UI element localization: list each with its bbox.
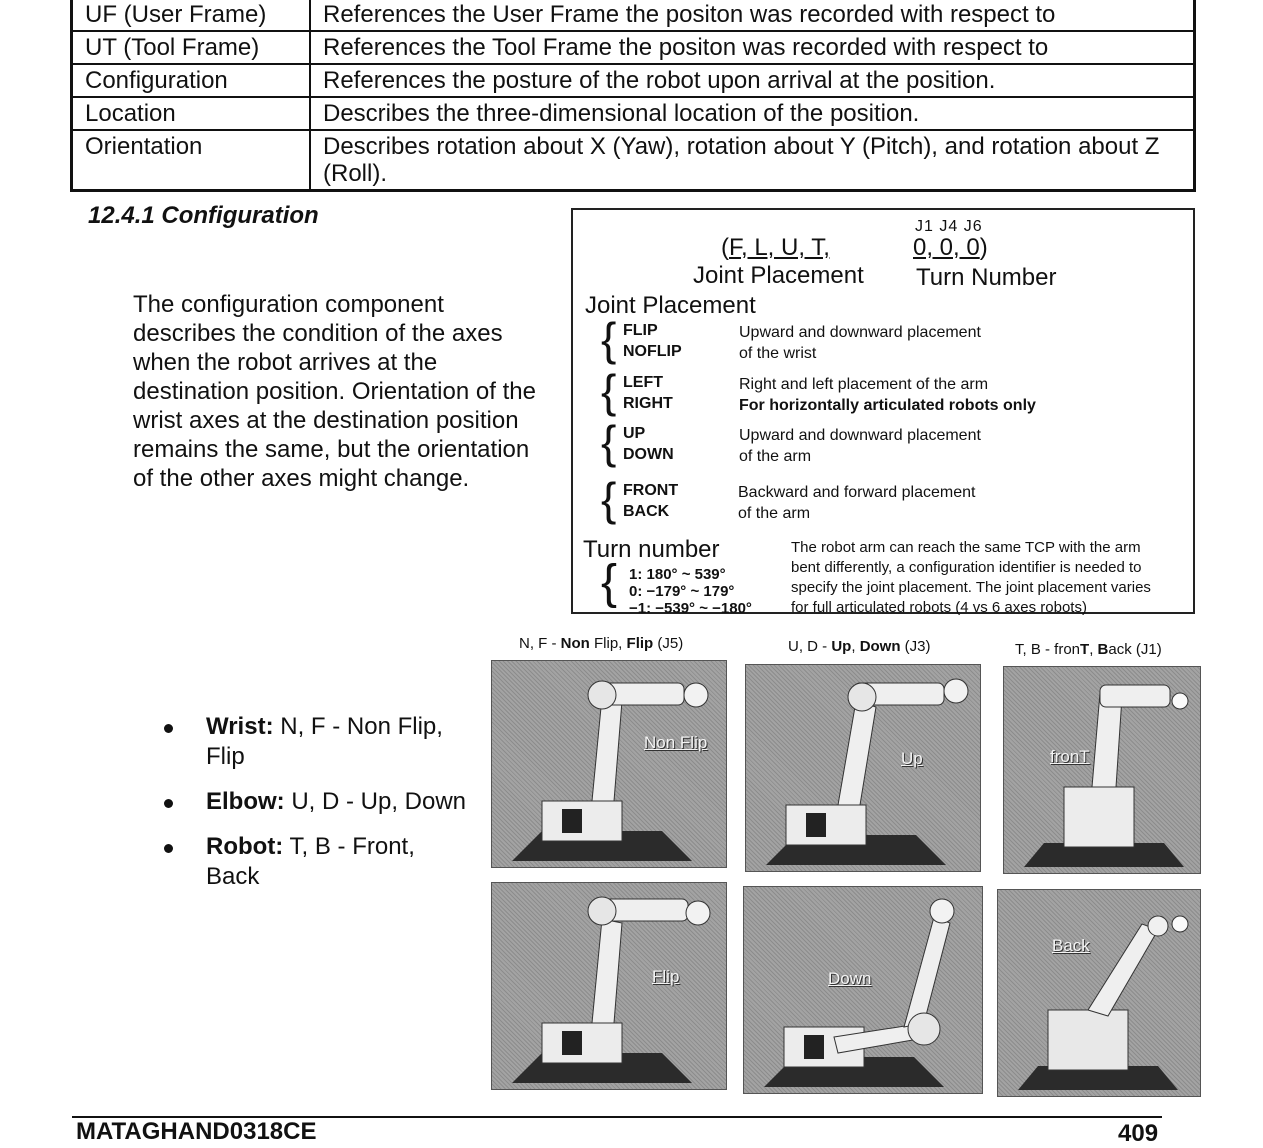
- caption-part: (J5): [653, 635, 684, 652]
- table-term: UF (User Frame): [72, 0, 311, 31]
- table-desc: Describes rotation about X (Yaw), rotation about Y (Pitch), and rotation about Z (Roll).: [310, 130, 1195, 191]
- jp-option-b: NOFLIP: [623, 343, 682, 360]
- panel-label: Down: [828, 969, 872, 988]
- robot-arm-icon: [744, 887, 983, 1094]
- bullet-label: Wrist:: [206, 713, 274, 740]
- jp-option-a: UP: [623, 425, 646, 442]
- robot-image-up: [745, 664, 981, 872]
- flut-line: [721, 234, 830, 262]
- caption-part: N, F -: [519, 635, 561, 652]
- brace-icon: {: [601, 556, 618, 609]
- joint-placement-label: Joint Placement: [693, 262, 864, 289]
- jp-option-b: BACK: [623, 503, 670, 520]
- list-item: [160, 787, 470, 817]
- caption-bold: Flip: [626, 635, 654, 652]
- turn-values: [629, 566, 752, 617]
- caption-part: ,: [1089, 641, 1098, 658]
- table-term: Location: [72, 97, 311, 130]
- jp-desc-2: of the arm: [738, 505, 811, 522]
- panel-label: Back: [1052, 936, 1090, 955]
- image-caption: [1015, 641, 1162, 658]
- definitions-table: [70, 0, 1196, 192]
- caption-part: Flip,: [589, 635, 627, 652]
- jp-heading: Joint Placement: [585, 292, 756, 319]
- jp-desc-1: Right and left placement of the arm: [739, 376, 989, 393]
- caption-bold: Up: [831, 638, 852, 655]
- document-code: MATAGHAND0318CE: [76, 1118, 317, 1145]
- table-row: [72, 31, 1195, 64]
- brace-icon: {: [601, 313, 617, 365]
- caption-part: ack (J1): [1108, 641, 1162, 658]
- section-title: 12.4.1 Configuration: [88, 202, 319, 229]
- bullet-text: U, D - Up, Down: [284, 788, 467, 815]
- caption-bold: B: [1097, 641, 1109, 658]
- flut-code: F, L, U, T,: [729, 234, 830, 261]
- table-desc: References the User Frame the positon was recorded with respect to: [310, 0, 1195, 31]
- caption-part: U, D -: [788, 638, 832, 655]
- open-paren: (: [721, 234, 729, 261]
- close-paren: ): [979, 234, 988, 261]
- robot-arm-icon: [1004, 667, 1201, 874]
- robot-arm-icon: [492, 883, 727, 1090]
- jp-option-b: DOWN: [623, 446, 674, 463]
- table-term: UT (Tool Frame): [72, 31, 311, 64]
- robot-image-non-flip: [491, 660, 727, 868]
- list-item: [160, 832, 470, 892]
- table-term: Orientation: [72, 130, 311, 191]
- bullet-list: [160, 712, 470, 907]
- robot-image-front: [1003, 666, 1201, 874]
- turn-note-line: specify the joint placement. The joint placement varies: [791, 579, 1151, 596]
- list-item: [160, 712, 470, 772]
- page-number: 409: [1118, 1120, 1159, 1147]
- section-paragraph: The configuration component describes the condition of the axes when the robot arrives at the destination position. Orientation of the wrist axes at the destination position remains the same, but the orientation of the other axes might change.: [133, 291, 536, 492]
- jp-desc-1: Upward and downward placement: [739, 427, 981, 444]
- bullet-text: T, B - Front, Back: [206, 833, 415, 890]
- panel-label: Non Flip: [644, 733, 708, 752]
- jp-option-b: RIGHT: [623, 395, 673, 412]
- table-term: Configuration: [72, 64, 311, 97]
- caption-part: ,: [851, 638, 860, 655]
- turn-note-line: bent differently, a configuration identifier is needed to: [791, 559, 1142, 576]
- bullet-icon: [164, 844, 173, 853]
- table-desc: References the posture of the robot upon arrival at the position.: [310, 64, 1195, 97]
- robot-image-back: [997, 889, 1201, 1097]
- panel-label: Up: [901, 749, 923, 768]
- jp-desc-1: Backward and forward placement: [738, 484, 976, 501]
- bullet-icon: [164, 799, 173, 808]
- robot-image-flip: [491, 882, 727, 1090]
- caption-bold: T: [1080, 641, 1090, 658]
- table-row: [72, 0, 1195, 31]
- caption-bold: Non: [560, 635, 590, 652]
- jp-option-a: FLIP: [623, 322, 658, 339]
- brace-icon: {: [601, 365, 617, 417]
- robot-image-down: [743, 886, 983, 1094]
- brace-icon: {: [601, 416, 617, 468]
- turn-value: 1: 180° ~ 539°: [629, 566, 726, 583]
- jp-desc-2: of the wrist: [739, 345, 817, 362]
- turn-value: −1: −539° ~ −180°: [629, 600, 752, 617]
- turn-note-line: for full articulated robots (4 vs 6 axes robots): [791, 599, 1087, 616]
- caption-part: (J3): [900, 638, 931, 655]
- turn-note-line: The robot arm can reach the same TCP with the arm: [791, 539, 1141, 556]
- turn-code: 0, 0, 0: [913, 234, 980, 261]
- turn-value: 0: −179° ~ 179°: [629, 583, 735, 600]
- table-row: [72, 130, 1195, 191]
- robot-arm-icon: [746, 665, 981, 872]
- jp-option-a: LEFT: [623, 374, 663, 391]
- brace-icon: {: [601, 473, 617, 525]
- turn-heading: Turn number: [583, 536, 720, 563]
- panel-label: Flip: [652, 967, 680, 986]
- bullet-label: Elbow:: [206, 788, 285, 815]
- image-caption: [788, 638, 931, 655]
- jp-desc-2: For horizontally articulated robots only: [739, 397, 1036, 414]
- table-row: [72, 64, 1195, 97]
- caption-part: T, B - fron: [1015, 641, 1081, 658]
- turn-line: [913, 234, 988, 262]
- bullet-label: Robot:: [206, 833, 284, 860]
- table-desc: Describes the three-dimensional location of the position.: [310, 97, 1195, 130]
- robot-arm-icon: [998, 890, 1201, 1097]
- bullet-icon: [164, 724, 173, 733]
- robot-arm-icon: [492, 661, 727, 868]
- bullet-text: N, F - Non Flip, Flip: [206, 713, 443, 770]
- configuration-box: [571, 208, 1195, 617]
- jp-desc-1: Upward and downward placement: [739, 324, 981, 341]
- table-desc: References the Tool Frame the positon was recorded with respect to: [310, 31, 1195, 64]
- turn-number-label: Turn Number: [916, 264, 1057, 291]
- table-row: [72, 97, 1195, 130]
- image-caption: [519, 635, 683, 652]
- turn-note: [791, 538, 1195, 618]
- caption-bold: Down: [859, 638, 901, 655]
- jp-option-a: FRONT: [623, 482, 679, 499]
- panel-label: fronT: [1050, 747, 1090, 766]
- jp-desc-2: of the arm: [739, 448, 812, 465]
- joint-heads: J1 J4 J6: [915, 218, 983, 235]
